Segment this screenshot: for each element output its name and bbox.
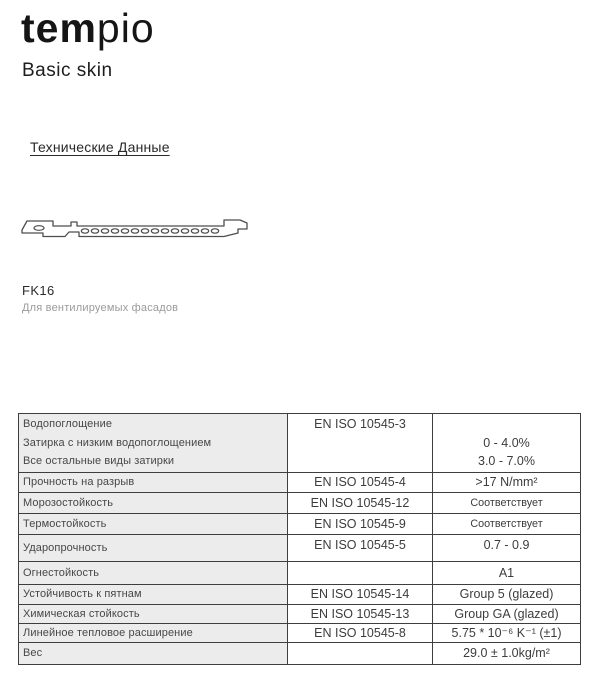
property-cell: Вес <box>19 642 288 664</box>
value-line: 3.0 - 7.0% <box>478 454 535 468</box>
product-line-subtitle: Basic skin <box>22 60 113 81</box>
standard-cell: EN ISO 10545-14 <box>288 584 433 604</box>
table-row <box>19 492 581 513</box>
standard-cell: EN ISO 10545-4 <box>288 472 433 492</box>
table-row <box>19 414 581 473</box>
standard-cell: EN ISO 10545-8 <box>288 623 433 642</box>
brand-logo <box>21 6 155 51</box>
table-row <box>19 513 581 534</box>
standard-cell: EN ISO 10545-12 <box>288 492 433 513</box>
standard-cell: EN ISO 10545-3 <box>288 414 433 473</box>
property-line: Все остальные виды затирки <box>23 455 175 467</box>
standard-cell: EN ISO 10545-9 <box>288 513 433 534</box>
value-line <box>437 415 576 434</box>
panel-cross-section-drawing <box>19 217 251 243</box>
standard-cell <box>288 642 433 664</box>
property-cell <box>19 414 288 473</box>
property-cell: Морозостойкость <box>19 492 288 513</box>
value-cell: 0.7 - 0.9 <box>433 534 581 561</box>
tech-specs-table <box>18 413 581 665</box>
property-cell: Прочность на разрыв <box>19 472 288 492</box>
standard-cell: EN ISO 10545-5 <box>288 534 433 561</box>
value-cell: Соответствует <box>433 513 581 534</box>
value-cell: 5.75 * 10⁻⁶ K⁻¹ (±1) <box>433 623 581 642</box>
value-cell: 29.0 ± 1.0kg/m² <box>433 642 581 664</box>
property-line: Затирка с низким водопоглощением <box>23 436 212 449</box>
section-title: Технические Данные <box>30 139 170 155</box>
property-cell: Устойчивость к пятнам <box>19 584 288 604</box>
table-row <box>19 584 581 604</box>
property-cell: Термостойкость <box>19 513 288 534</box>
property-cell: Ударопрочность <box>19 534 288 561</box>
table-row <box>19 561 581 584</box>
value-cell: Group GA (glazed) <box>433 604 581 623</box>
table-row <box>19 534 581 561</box>
table-row <box>19 642 581 664</box>
table-row <box>19 604 581 623</box>
value-cell: A1 <box>433 561 581 584</box>
value-cell: Соответствует <box>433 492 581 513</box>
brand-logo-light-part: pio <box>96 5 155 51</box>
standard-cell <box>288 561 433 584</box>
standard-cell: EN ISO 10545-13 <box>288 604 433 623</box>
product-description: Для вентилируемых фасадов <box>22 302 179 314</box>
table-row <box>19 623 581 642</box>
value-cell: Group 5 (glazed) <box>433 584 581 604</box>
panel-profile-icon <box>19 217 251 243</box>
brand-logo-bold-part: tem <box>21 5 97 51</box>
property-cell: Химическая стойкость <box>19 604 288 623</box>
property-cell: Огнестойкость <box>19 561 288 584</box>
value-cell: >17 N/mm² <box>433 472 581 492</box>
value-cell <box>433 414 581 473</box>
property-line: Водопоглощение <box>23 418 113 430</box>
table-row <box>19 472 581 492</box>
product-code: FK16 <box>22 283 55 298</box>
value-line: 0 - 4.0% <box>483 435 530 450</box>
property-cell: Линейное тепловое расширение <box>19 623 288 642</box>
